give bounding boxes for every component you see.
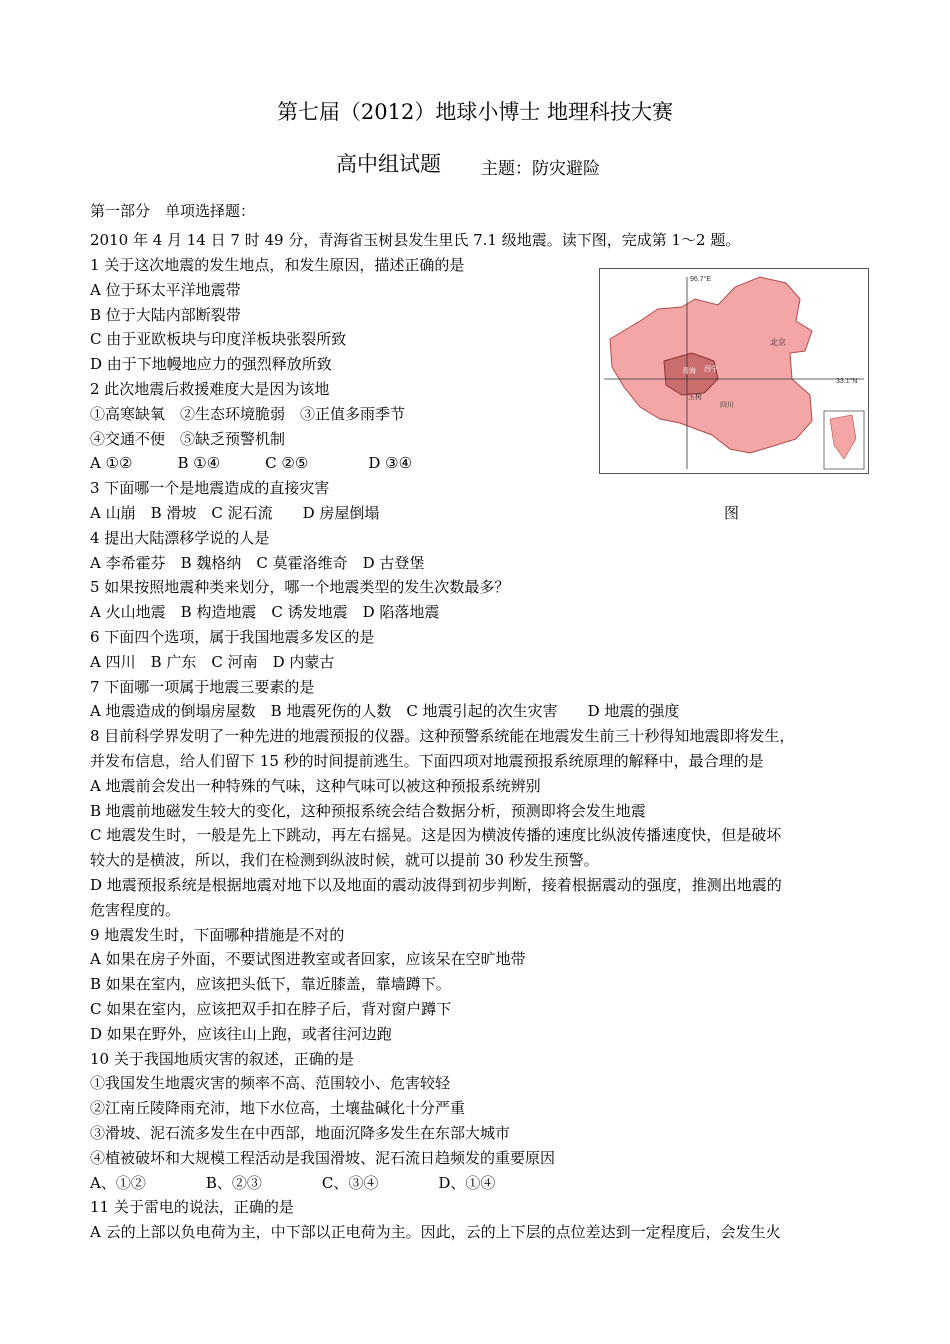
question-line: ③滑坡、泥石流多发生在中西部，地面沉降多发生在东部大城市 (90, 1124, 511, 1142)
lon-label: 96.7°E (690, 276, 712, 283)
question-line: 4 提出大陆漂移学说的人是 (90, 528, 270, 547)
question-line: 3 下面哪一个是地震造成的直接灾害 (90, 479, 330, 498)
intro-text: 2010 年 4 月 14 日 7 时 49 分，青海省玉树县发生里氏 7.1 级地震。读下图，完成第 1～2 题。 (90, 231, 741, 249)
question-line: ①高寒缺氧 ②生态环境脆弱 ③正值多雨季节 (90, 404, 406, 423)
china-map (599, 268, 869, 474)
question-line: 8 目前科学界发明了一种先进的地震预报的仪器。这种预警系统能在地震发生前三十秒得知地震即将发生， (90, 727, 795, 746)
page-title: 第七届（2012）地球小博士 地理科技大赛 (276, 100, 674, 124)
question-line: B 如果在室内，应该把头低下，靠近膝盖，靠墙蹲下。 (90, 975, 451, 994)
lat-label: 33.1°N (836, 378, 858, 385)
theme-label: 主题：防灾避险 (481, 159, 600, 179)
question-line: A 山崩 B 滑坡 C 泥石流 D 房屋倒塌 (90, 504, 380, 522)
question-line: 1 关于这次地震的发生地点，和发生原因，描述正确的是 (90, 256, 465, 274)
question-line: ④交通不便 ⑤缺乏预警机制 (90, 429, 286, 448)
question-line: ②江南丘陵降雨充沛，地下水位高，土壤盐碱化十分严重 (90, 1099, 466, 1118)
question-line: D 由于下地幔地应力的强烈释放所致 (90, 355, 332, 374)
question-line: 较大的是横波，所以，我们在检测到纵波时候，就可以提前 30 秒发生预警。 (90, 851, 599, 870)
question-line: 11 关于雷电的说法，正确的是 (90, 1198, 294, 1217)
question-line: A 地震前会发出一种特殊的气味，这种气味可以被这种预报系统辨别 (90, 776, 541, 795)
question-line: 9 地震发生时，下面哪种措施是不对的 (90, 925, 345, 944)
question-line: A 位于环太平洋地震带 (90, 280, 241, 299)
question-line: ①我国发生地震灾害的频率不高、范围较小、危害较轻 (90, 1074, 451, 1093)
question-line: B 地震前地磁发生较大的变化，这种预报系统会结合数据分析，预测即将会发生地震 (90, 801, 646, 820)
question-line: 5 如果按照地震种类来划分，哪一个地震类型的发生次数最多？ (90, 578, 510, 597)
question-line: 6 下面四个选项，属于我国地震多发区的是 (90, 628, 375, 646)
question-line: 10 关于我国地质灾害的叙述，正确的是 (90, 1049, 354, 1068)
question-line: A 李希霍芬 B 魏格纳 C 莫霍洛维奇 D 古登堡 (90, 553, 425, 572)
question-line: D 地震预报系统是根据地震对地下以及地面的震动波得到初步判断，接着根据震动的强度，推测出地震的 (90, 876, 782, 894)
question-line: C 如果在室内，应该把双手扣在脖子后，背对窗户蹲下 (90, 1000, 452, 1018)
map-label-sichuan: 四川 (720, 401, 734, 409)
question-line: B 位于大陆内部断裂带 (90, 305, 241, 324)
question-line: A 火山地震 B 构造地震 C 诱发地震 D 陷落地震 (90, 603, 440, 622)
map-label-xining: 西宁 (704, 365, 718, 373)
question-line: A ①② B ①④ C ②⑤ D ③④ (90, 454, 413, 473)
question-line: D 如果在野外，应该往山上跑，或者往河边跑 (90, 1024, 392, 1043)
question-line: A、①② B、②③ C、③④ D、①④ (90, 1173, 496, 1192)
map-label-beijing: 北京 (770, 338, 786, 347)
question-line: 并发布信息，给人们留下 15 秒的时间提前逃生。下面四项对地震预报系统原理的解释中，最合理的是 (90, 752, 764, 770)
question-line: C 由于亚欧板块与印度洋板块张裂所致 (90, 330, 347, 349)
question-line: ④植被破坏和大规模工程活动是我国滑坡、泥石流日趋频发的重要原因 (90, 1148, 556, 1167)
question-line: A 如果在房子外面，不要试图进教室或者回家，应该呆在空旷地带 (90, 950, 526, 969)
map-label-qinghai: 青海 (682, 367, 696, 375)
page-subtitle: 高中组试题 (336, 152, 441, 176)
question-line: A 四川 B 广东 C 河南 D 内蒙古 (90, 652, 335, 671)
question-line: C 地震发生时，一般是先上下跳动，再左右摇晃。这是因为横波传播的速度比纵波传播速度快，但是破坏 (90, 826, 782, 845)
map-caption: 图 (724, 504, 740, 522)
question-line: A 云的上部以负电荷为主，中下部以正电荷为主。因此，云的上下层的点位差达到一定程度后，会发生火 (90, 1223, 781, 1242)
question-line: 7 下面哪一项属于地震三要素的是 (90, 677, 315, 696)
question-line: A 地震造成的倒塌房屋数 B 地震死伤的人数 C 地震引起的次生灾害 D 地震的强度 (90, 702, 680, 721)
question-line: 危害程度的。 (90, 900, 181, 919)
map-label-yushu: 玉树 (688, 393, 702, 401)
section-title: 第一部分 单项选择题： (90, 202, 256, 220)
question-line: 2 此次地震后救援难度大是因为该地 (90, 380, 330, 398)
